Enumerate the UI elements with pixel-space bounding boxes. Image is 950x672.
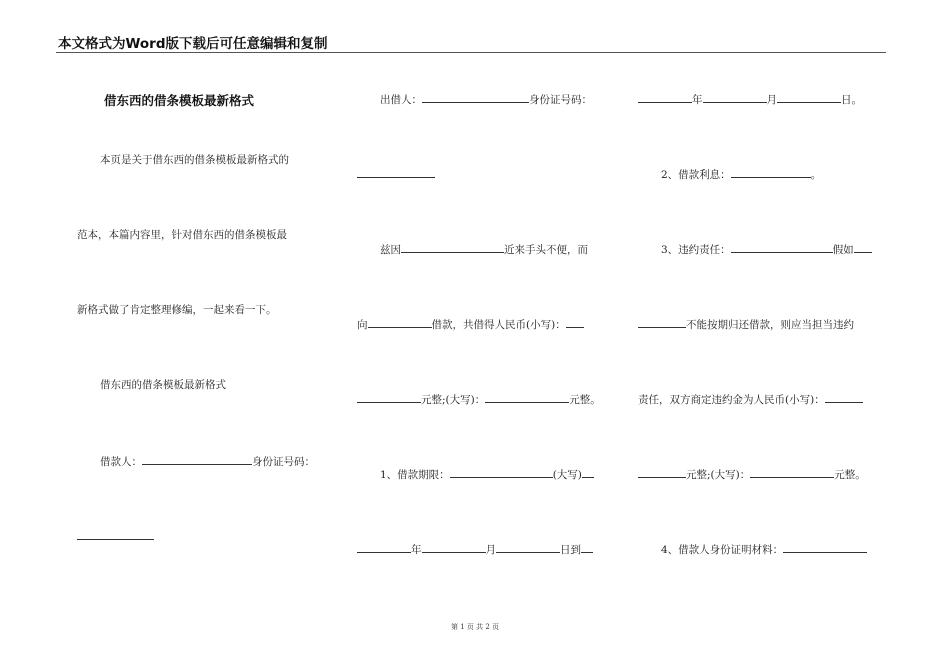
end-day-blank[interactable] [777,91,841,103]
end-month-label: 月 [766,94,777,106]
start-month-blank[interactable] [422,541,486,553]
reason-row [380,241,588,257]
amount-small-blank[interactable] [357,391,421,403]
page-indicator: 第 1 页 共 2 页 [450,623,500,631]
term-row [380,466,594,482]
subheading: 借东西的借条模板最新格式 [100,379,226,391]
breach-party-blank[interactable] [638,316,686,328]
borrower-name-blank[interactable] [142,453,252,465]
day-to-label: 日到 [560,544,581,556]
to-prefix: 向 [357,319,368,331]
end-day-label: 日。 [841,94,862,106]
header-banner: 本文格式为Word版下载后可任意编辑和复制 [58,36,328,52]
penalty-small-blank-start[interactable] [825,391,863,403]
end-month-blank[interactable] [703,91,767,103]
term-big-blank[interactable] [582,466,594,478]
breach-if: 假如 [832,244,854,256]
intro-line-2: 范本，本篇内容里，针对借东西的借条模板最 [77,229,287,241]
breach-party-blank-start[interactable] [854,241,872,253]
penalty-yuan-whole: 元整;(大写)： [686,469,751,481]
end-year-blank[interactable] [638,91,692,103]
penalty-text: 责任，双方商定违约金为人民币(小写)： [638,394,825,406]
lender-id-label: 身份证号码： [529,94,592,106]
borrower-id-label: 身份证号码： [252,456,315,468]
big-write-label: (大写) [552,469,582,481]
yuan-end-label: 元整。 [569,394,601,406]
borrower-id-blank[interactable] [77,528,154,540]
amount-big-blank[interactable] [485,391,569,403]
start-day-blank[interactable] [496,541,560,553]
id-material-row [661,541,867,557]
id-material-blank[interactable] [783,541,867,553]
id-material-label: 4、借款人身份证明材料： [661,544,784,556]
amount-small-blank-start[interactable] [566,316,584,328]
borrower-label: 借款人： [100,456,142,468]
breach-label: 3、违约责任： [661,244,731,256]
penalty-big-blank[interactable] [750,466,834,478]
lender-row [380,91,592,107]
document-title: 借东西的借条模板最新格式 [104,93,255,108]
lender-id-blank[interactable] [357,166,435,178]
reason-blank[interactable] [401,241,504,253]
lender-name-blank[interactable] [422,91,529,103]
lender-label: 出借人： [380,94,422,106]
penalty-amount-row [638,466,866,482]
yuan-whole-label: 元整;(大写)： [421,394,486,406]
borrower-row [100,453,315,469]
penalty-yuan-end: 元整。 [834,469,866,481]
borrow-text: 借款，共借得人民币(小写)： [431,319,566,331]
borrower-id-row [77,528,154,544]
end-year-label: 年 [692,94,703,106]
term-label: 1、借款期限： [380,469,450,481]
intro-line-1: 本页是关于借东西的借条模板最新格式的 [100,154,289,166]
end-date-row [638,91,862,107]
lender-to-blank[interactable] [368,316,432,328]
lender-id-row [357,166,435,182]
cannot-repay-text: 不能按期归还借款，则应当担当违约 [686,319,854,331]
breach-blank[interactable] [731,241,833,253]
interest-row [661,166,821,182]
term-blank[interactable] [450,466,553,478]
interest-blank[interactable] [731,166,811,178]
amount-row [357,391,601,407]
year-label: 年 [411,544,422,556]
breach-row [661,241,872,257]
end-date-blank-start[interactable] [581,541,593,553]
month-label: 月 [485,544,496,556]
penalty-small-blank[interactable] [638,466,686,478]
interest-end: 。 [810,169,822,181]
header-divider [56,52,886,53]
intro-line-3: 新格式做了肯定整理修编，一起来看一下。 [77,304,277,316]
interest-label: 2、借款利息： [661,169,731,181]
term-date-row [357,541,593,557]
reason-suffix: 近来手头不便，而 [504,244,588,256]
borrow-amount-row [357,316,584,332]
start-year-blank[interactable] [357,541,411,553]
reason-prefix: 兹因 [380,244,401,256]
cannot-repay-row [638,316,854,332]
penalty-row [638,391,863,407]
